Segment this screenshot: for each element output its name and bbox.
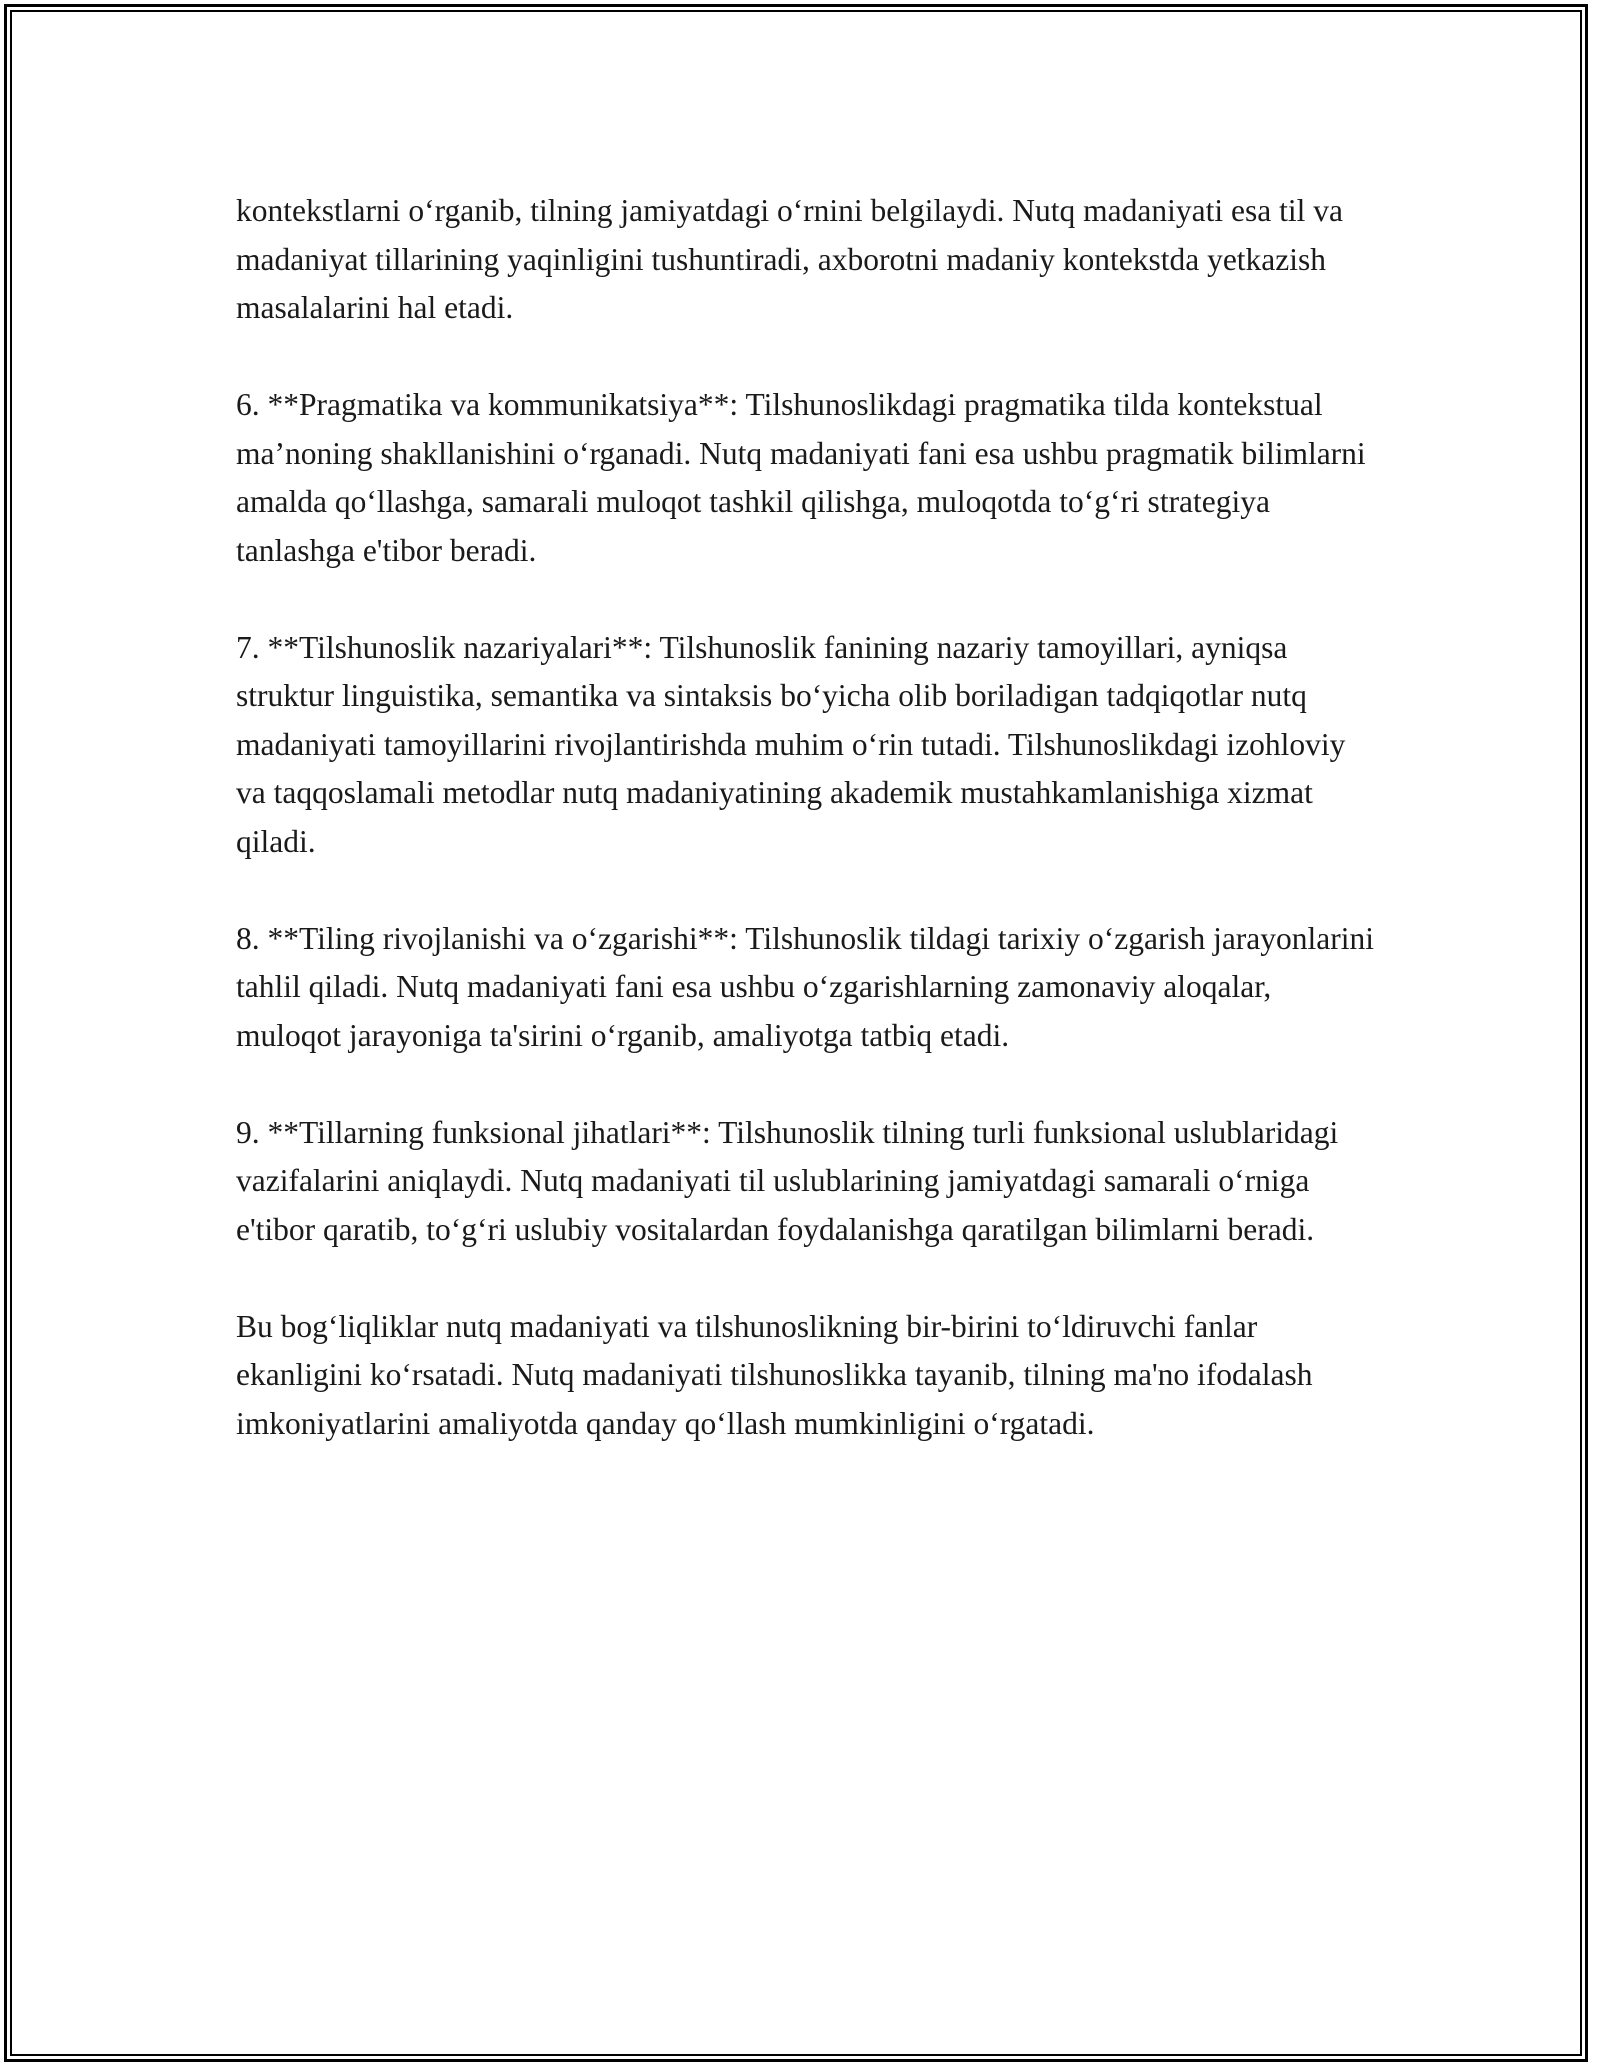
paragraph-item-7: 7. **Tilshunoslik nazariyalari**: Tilshunoslik fanining nazariy tamoyillari, ayniqsa struktur linguistika, semantika va sintaksis bo‘yicha olib boriladigan tadqiqotlar nutq madaniyati tamoyillarini rivojlantirishda muhim o‘rin tutadi. Tilshunoslikdagi izohloviy va taqqoslamali metodlar nutq madaniyatining akademik mustahkamlanishiga xizmat qiladi.: [236, 629, 1346, 859]
document-body: [236, 187, 1376, 1448]
paragraph-item-9: 9. **Tillarning funksional jihatlari**: Tilshunoslik tilning turli funksional uslublaridagi vazifalarini aniqlaydi. Nutq madaniyati til uslublarining jamiyatdagi samarali o‘rniga e'tibor qaratib, to‘g‘ri uslubiy vositalardan foydalanishga qaratilgan bilimlarni beradi.: [236, 1114, 1339, 1247]
paragraph-item-8: 8. **Tiling rivojlanishi va o‘zgarishi**: Tilshunoslik tildagi tarixiy o‘zgarish jarayonlarini tahlil qiladi. Nutq madaniyati fani esa ushbu o‘zgarishlarning zamonaviy aloqalar, muloqot jarayoniga ta'sirini o‘rganib, amaliyotga tatbiq etadi.: [236, 920, 1374, 1053]
paragraph-item-6: 6. **Pragmatika va kommunikatsiya**: Tilshunoslikdagi pragmatika tilda kontekstual ma’noning shakllanishini o‘rganadi. Nutq madaniyati fani esa ushbu pragmatik bilimlarni amalda qo‘llashga, samarali muloqot tashkil qilishga, muloqotda to‘g‘ri strategiya tanlashga e'tibor beradi.: [236, 387, 1366, 568]
paragraph-continuation: kontekstlarni o‘rganib, tilning jamiyatdagi o‘rnini belgilaydi. Nutq madaniyati esa til va madaniyat tillarining yaqinligini tushuntiradi, axborotni madaniy kontekstda yetkazish masalalarini hal etadi.: [236, 193, 1343, 325]
paragraph-conclusion: Bu bog‘liqliklar nutq madaniyati va tilshunoslikning bir-birini to‘ldiruvchi fanlar ekanligini ko‘rsatadi. Nutq madaniyati tilshunoslikka tayanib, tilning ma'no ifodalash imkoniyatlarini amaliyotda qanday qo‘llash mumkinligini o‘rgatadi.: [236, 1308, 1313, 1441]
